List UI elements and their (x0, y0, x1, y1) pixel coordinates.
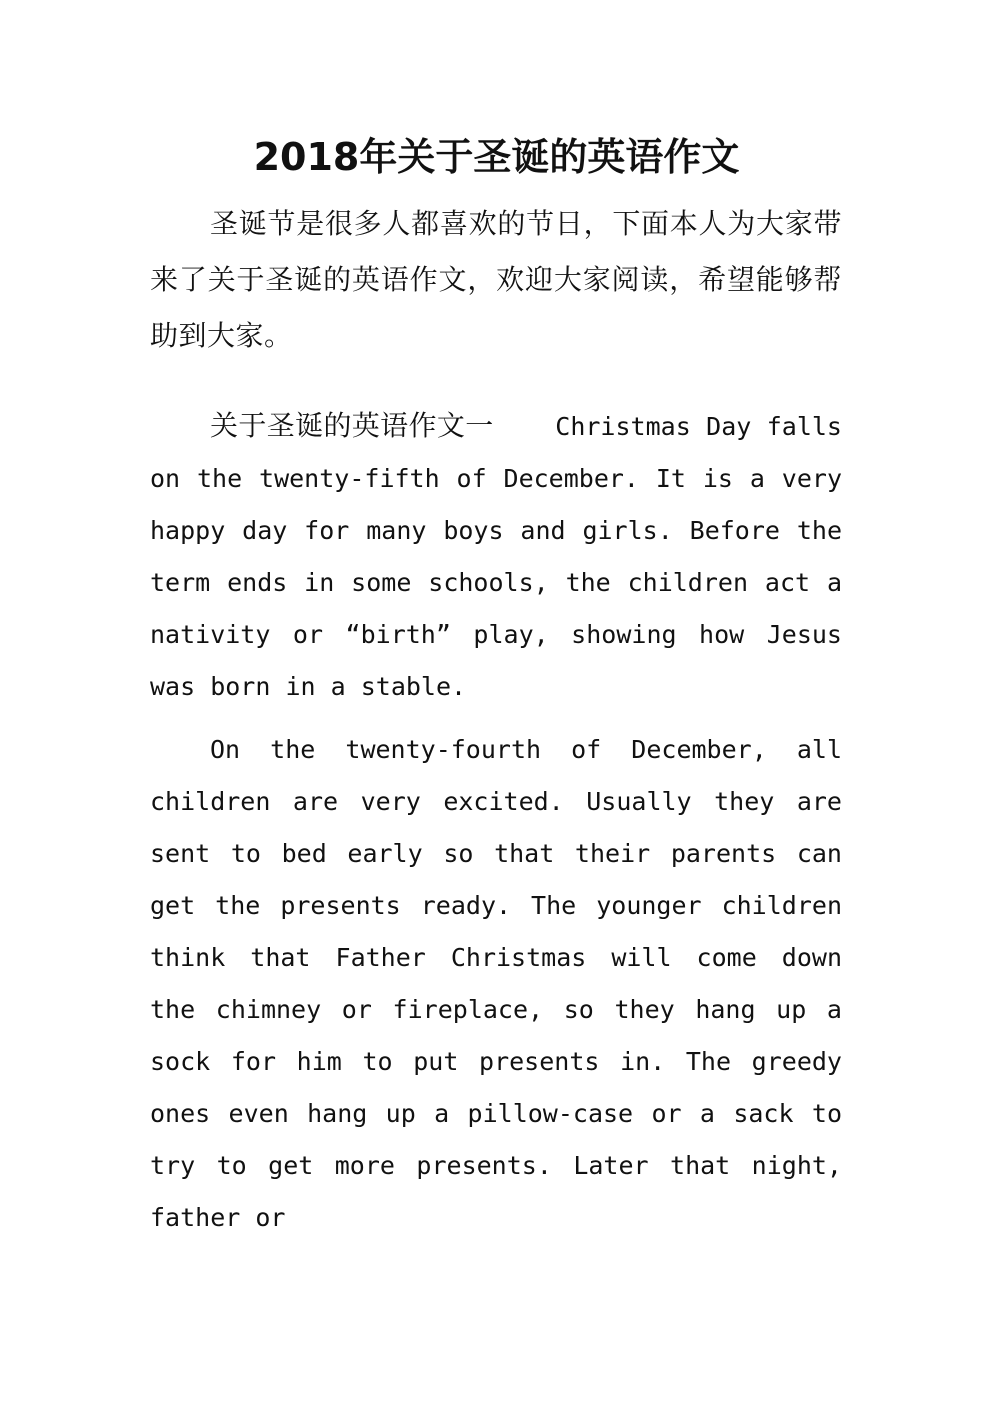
essay-one-first-paragraph (150, 400, 842, 713)
essay-one-paragraph-1-text: Christmas Day falls on the twenty-fifth of December. It is a very happy day for many boys and girls. Before the term ends in some schools, the children act a nativity or “birth” play, showing how Jesus was born in a stable. (150, 412, 842, 701)
document-title: 2018年关于圣诞的英语作文 (253, 135, 740, 179)
essay-one-second-paragraph: On the twenty-fourth of December, all children are very excited. Usually they are sent to bed early so that their parents can get the presents ready. The younger children think that Father Christmas will come down the chimney or fireplace, so they hang up a sock for him to put presents in. The greedy ones even hang up a pillow-case or a sack to try to get more presents. Later that night, father or (150, 735, 842, 1232)
essay-one-heading: 关于圣诞的英语作文一 (210, 409, 494, 442)
intro-paragraph: 圣诞节是很多人都喜欢的节日，下面本人为大家带来了关于圣诞的英语作文，欢迎大家阅读，希望能够帮助到大家。 (150, 207, 842, 352)
